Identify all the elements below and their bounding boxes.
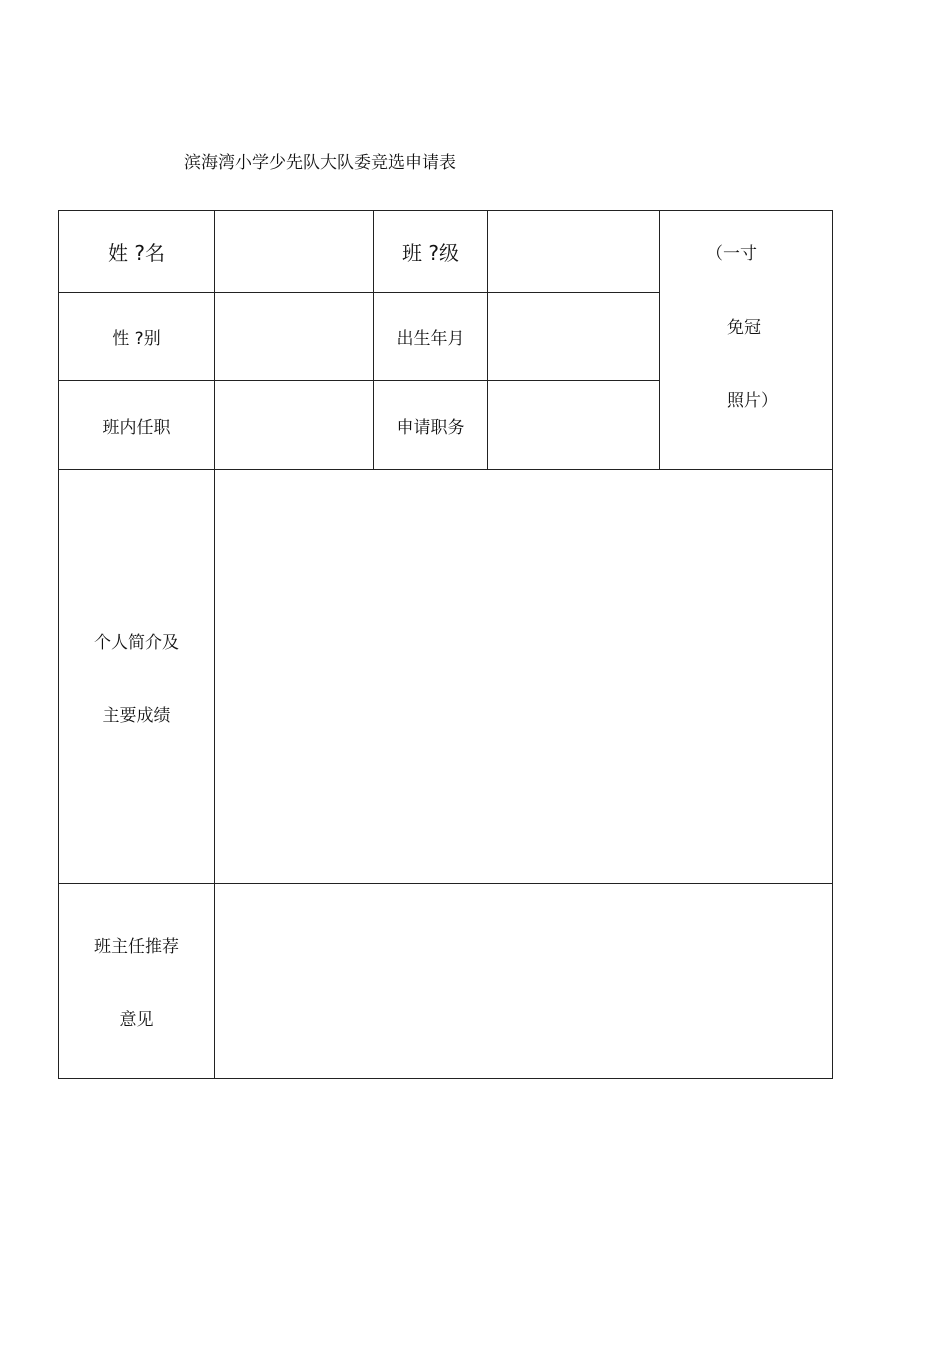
class-field[interactable] <box>488 211 659 292</box>
teacher-label-line1: 班主任推荐 <box>94 937 179 957</box>
table-border-right <box>832 210 833 1079</box>
gender-field[interactable] <box>215 293 373 380</box>
intro-field[interactable] <box>215 470 832 883</box>
intro-label-line1: 个人简介及 <box>94 632 179 653</box>
photo-note-line1: （一寸 <box>706 244 757 264</box>
birth-field[interactable] <box>488 293 659 380</box>
photo-area[interactable] <box>660 211 832 469</box>
intro-label <box>59 470 214 883</box>
page-title: 滨海湾小学少先队大队委竞选申请表 <box>184 153 456 173</box>
teacher-field[interactable] <box>215 884 832 1078</box>
class-post-label: 班内任职 <box>102 417 171 438</box>
intro-label-line2: 主要成绩 <box>102 705 171 726</box>
photo-note-line3: 照片） <box>727 391 778 411</box>
apply-post-label: 申请职务 <box>396 417 465 438</box>
teacher-label <box>59 884 214 1078</box>
apply-post-field[interactable] <box>488 381 659 469</box>
class-post-field[interactable] <box>215 381 373 469</box>
gender-label: 性 ?别 <box>112 329 161 349</box>
photo-note-line2: 免冠 <box>727 318 761 338</box>
class-label: 班 ?级 <box>402 241 459 265</box>
name-field[interactable] <box>215 211 373 292</box>
table-border-bottom <box>58 1078 833 1079</box>
birth-label: 出生年月 <box>396 329 465 349</box>
teacher-label-line2: 意见 <box>119 1010 154 1030</box>
name-label: 姓 ?名 <box>108 241 165 265</box>
